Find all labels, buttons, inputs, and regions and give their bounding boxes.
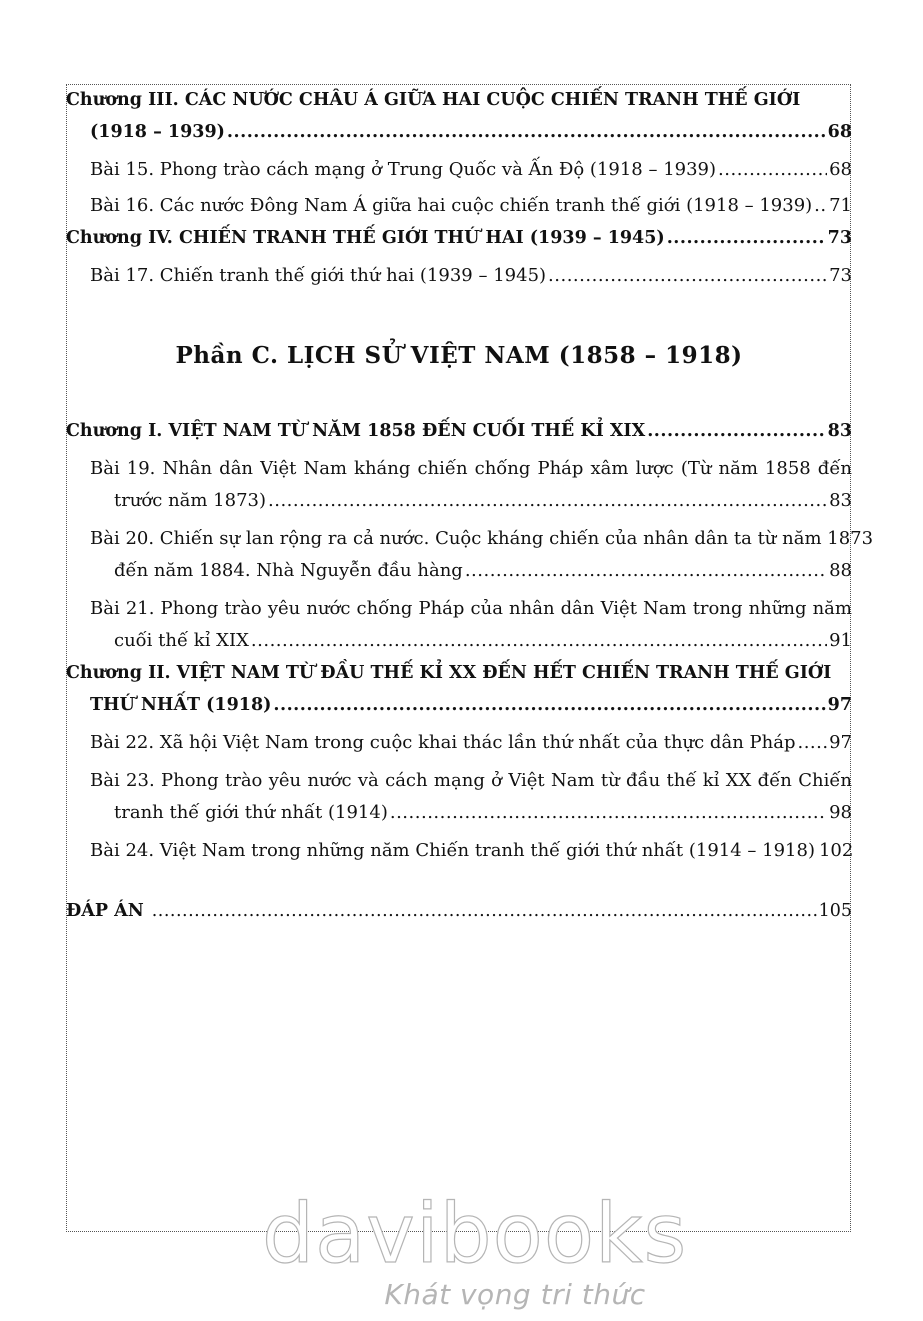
toc-entry-text: THỨ NHẤT (1918) xyxy=(90,695,272,715)
toc-entry-text: Bài 22. Xã hội Việt Nam trong cuộc khai thác lần thứ nhất của thực dân Pháp xyxy=(90,732,796,753)
toc-entry-text: Bài 15. Phong trào cách mạng ở Trung Quốc và Ấn Độ (1918 – 1939) xyxy=(90,159,717,180)
toc-entry-text: Bài 24. Việt Nam trong những năm Chiến tranh thế giới thứ nhất (1914 – 1918) xyxy=(90,840,815,861)
toc-page-number: 68 xyxy=(829,159,852,180)
toc-entry-text: cuối thế kỉ XIX xyxy=(114,630,249,651)
toc-page-number: 91 xyxy=(829,630,852,651)
toc-entry-text: trước năm 1873) xyxy=(114,490,267,511)
toc-entry-text: Bài 17. Chiến tranh thế giới thứ hai (1939 – 1945) xyxy=(90,265,547,286)
toc-lesson-19[interactable] xyxy=(66,453,852,517)
dot-leader xyxy=(797,727,827,759)
toc-entry-text: tranh thế giới thứ nhất (1914) xyxy=(114,802,388,823)
toc-answers[interactable] xyxy=(66,895,852,927)
toc-entry-line2 xyxy=(66,797,852,829)
toc-page-number: 97 xyxy=(827,695,852,715)
dot-leader xyxy=(251,625,827,657)
toc-top xyxy=(66,84,852,292)
toc-entry-line2 xyxy=(66,485,852,517)
toc-lesson-22[interactable] xyxy=(66,727,852,759)
toc-lesson-23[interactable] xyxy=(66,765,852,829)
toc-page-number: 71 xyxy=(829,195,852,216)
toc-lesson-20[interactable] xyxy=(66,523,874,587)
toc-page-number: 105 xyxy=(818,901,852,921)
toc-lesson-15[interactable] xyxy=(66,154,852,186)
toc-lesson-16[interactable] xyxy=(66,190,852,222)
toc-part-c xyxy=(66,415,874,927)
dot-leader xyxy=(647,415,825,447)
toc-page-number: 97 xyxy=(829,732,852,753)
toc-page-number: 98 xyxy=(829,802,852,823)
dot-leader xyxy=(465,555,827,587)
toc-entry-text-line1: Bài 19. Nhân dân Việt Nam kháng chiến chống Pháp xâm lược (Từ năm 1858 đến xyxy=(90,458,852,479)
toc-entry-text: Bài 16. Các nước Đông Nam Á giữa hai cuộc chiến tranh thế giới (1918 – 1939) xyxy=(90,195,813,216)
toc-page-number: 102 xyxy=(818,840,854,861)
toc-lesson-24[interactable] xyxy=(66,835,852,867)
dot-leader xyxy=(268,485,827,517)
toc-entry-line2 xyxy=(66,689,852,721)
toc-entry-text: Chương I. VIỆT NAM TỪ NĂM 1858 ĐẾN CUỐI THẾ KỈ XIX xyxy=(66,421,646,441)
dot-leader xyxy=(152,895,817,927)
davibooks-watermark-logo: davibooks xyxy=(262,1187,688,1282)
dot-leader xyxy=(548,260,827,292)
toc-entry-text-line1: Bài 20. Chiến sự lan rộng ra cả nước. Cuộc kháng chiến của nhân dân ta từ năm 1873 xyxy=(90,528,874,549)
toc-page-number: 83 xyxy=(827,421,852,441)
dot-leader xyxy=(718,154,827,186)
watermark-slogan: Khát vọng tri thức xyxy=(384,1278,646,1311)
toc-entry-text: (1918 – 1939) xyxy=(90,122,225,142)
dot-leader xyxy=(667,222,826,254)
part-c-title: Phần C. LỊCH SỬ VIỆT NAM (1858 – 1918) xyxy=(175,342,743,369)
toc-chapter-4[interactable] xyxy=(66,222,852,254)
toc-entry-text-line1: Bài 21. Phong trào yêu nước chống Pháp của nhân dân Việt Nam trong những năm xyxy=(90,598,852,619)
toc-chapter-3-title[interactable]: Chương III. CÁC NƯỚC CHÂU Á GIỮA HAI CUỘC CHIẾN TRANH THẾ GIỚI xyxy=(66,90,801,110)
toc-chapter-3-entry[interactable] xyxy=(66,116,852,148)
dot-leader xyxy=(390,797,827,829)
toc-part-c-chapter-1[interactable] xyxy=(66,415,852,447)
dot-leader xyxy=(227,116,826,148)
toc-entry-line2 xyxy=(66,625,852,657)
toc-entry-text-line1: Bài 23. Phong trào yêu nước và cách mạng ở Việt Nam từ đầu thế kỉ XX đến Chiến xyxy=(90,770,852,791)
toc-entry-text: ĐÁP ÁN xyxy=(66,901,144,921)
toc-page-number: 73 xyxy=(829,265,852,286)
toc-entry-line2 xyxy=(66,555,852,587)
toc-page-number: 88 xyxy=(829,560,852,581)
toc-lesson-21[interactable] xyxy=(66,593,852,657)
toc-page-number: 73 xyxy=(827,228,852,248)
dot-leader xyxy=(814,190,827,222)
toc-entry-text-line1: Chương II. VIỆT NAM TỪ ĐẦU THẾ KỈ XX ĐẾN HẾT CHIẾN TRANH THẾ GIỚI xyxy=(66,663,832,683)
dot-leader xyxy=(273,689,825,721)
toc-entry-text: Chương IV. CHIẾN TRANH THẾ GIỚI THỨ HAI (1939 – 1945) xyxy=(66,228,665,248)
toc-page-number: 68 xyxy=(827,122,852,142)
toc-part-c-chapter-2[interactable] xyxy=(66,657,852,721)
toc-entry-text: đến năm 1884. Nhà Nguyễn đầu hàng xyxy=(114,560,463,581)
toc-lesson-17[interactable] xyxy=(66,260,852,292)
toc-page-number: 83 xyxy=(829,490,852,511)
